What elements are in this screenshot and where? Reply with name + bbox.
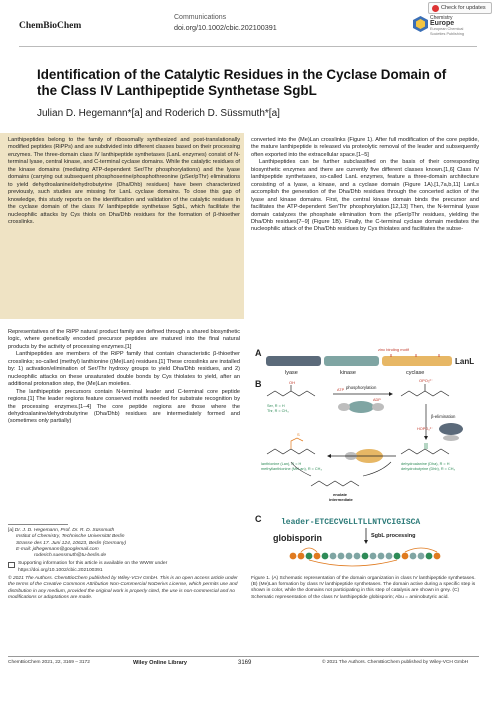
copyright-notice: © 2021 The Authors. ChemBioChem published by Wiley-VCH GmbH. This is an open access article under the terms of the Creative Commons Attribution Non-Commercial NoDerivs License, which permits use and distribution in any medium, provided the original work is properly cited, the use is non-commercial and no modifications or adaptations are made. [8, 576, 238, 600]
footer-copyright: © 2021 The Authors. ChemBioChem published by Wiley-VCH GmbH [322, 660, 469, 665]
dhb-label: dehydrobutyrine (Dhb), R = CH₃ [401, 467, 455, 471]
beta-elimination-label: β-elimination [431, 414, 456, 419]
affiliation-email[interactable]: E-mail: jdhegemann@googlemail.com [16, 546, 99, 552]
abstract-text: Lanthipeptides belong to the family of ribosomally synthesized and post-translationally modified peptides (RiPPs) and are subdivided into different classes based on their processing enzymes. The three-domain class IV lanthipeptide synthetases (LanL enzymes) consist of N-terminal lyase, central kinase, and C-terminal cyclase domains. While the catalytic residues of the kinase domains (mediating ATP-dependent Ser/Thr phosphorylations) and the lyase domains (carrying out subsequent phosphoserine/phosphothreonine (pSer/pThr) eliminations to yield dehydroalanine/dehydrobutyrine (Dha/Dhb) residues) have been characterized previously, such studies are missing for LanL cyclase domains. To close this gap of knowledge, this study reports on the identification and validation of the catalytic residues in the cyclase domain of the class IV lanthipeptide synthetase SgbL, which facilitate the nucleophilic attacks by Cys thiols on Dha/Dhb residues for the formation of β-thioether crosslinks. [8, 137, 240, 225]
supporting-info [8, 561, 240, 574]
affiliation-email[interactable]: roderich.suessmuth@tu-berlin.de [34, 553, 107, 559]
page-number: 3169 [238, 660, 252, 666]
svg-text:S: S [297, 432, 300, 437]
zinc-motif-label: zinc binding motif [378, 347, 409, 352]
right-column-text [251, 137, 479, 234]
pser-structure [401, 391, 449, 396]
kinase-enzyme-shape [348, 401, 374, 413]
author-list: Julian D. Hegemann*[a] and Roderich D. Süssmuth*[a] [37, 108, 280, 119]
atp-label: ATP [337, 388, 345, 392]
doi-link[interactable]: doi.org/10.1002/cbic.202100391 [174, 23, 277, 32]
panel-b-label: B [255, 379, 262, 389]
ser-thr-structure [267, 391, 315, 396]
publisher-line1: Chemistry [430, 15, 453, 21]
kinase-label: kinase [340, 370, 356, 376]
body-paragraph: Representatives of the RiPP natural product family are defined through a shared biosynthetic logic, where genetically encoded precursor peptides are matured into the final natural products by the activity of processing enzymes.[1] [8, 329, 240, 350]
cyclase-domain [382, 356, 452, 366]
sgbl-processing-label: SgbL processing [371, 533, 416, 539]
chemistry-europe-logo [413, 16, 428, 32]
enolate-intermediate-label: intermediate [329, 497, 353, 502]
affiliation-names: Dr. J. D. Hegemann, Prof. Dr. R. D. Süssmuth [14, 528, 115, 533]
globisporin-structure [290, 548, 441, 566]
affiliation-address: Strasse des 17. Juni 124, 10623, Berlin (Germany) [16, 540, 127, 546]
panel-a-label: A [255, 348, 262, 358]
supporting-info-text[interactable]: Supporting information for this article is available on the WWW under https://doi.org/10.1002/cbic.202100391 [18, 561, 168, 573]
article-type: Communications [174, 14, 227, 21]
figure-1 [251, 344, 479, 574]
phosphorylation-label: phosphorylation [346, 385, 377, 390]
left-column-text [8, 329, 240, 426]
body-paragraph: Lanthipeptides are members of the RiPP family that contain characteristic β-thioether crosslinks; so-called (methyl) lanthionine ((Me)Lan) residues.[1] These crosslinks are installed by: 1) activation/elimination of Ser/Thr hydroxy groups to yield Dha/Dhb residues, and 2) nucleophilic attacks on these unsaturated double bonds by Cys thiolates to yield, after an additional protonation step, the (Me)Lan moieties. [8, 351, 240, 388]
dha-label: dehydroalanine (Dha), R = H [401, 462, 450, 466]
footnote [8, 528, 240, 601]
figure-caption: Figure 1. (A) Schematic representation of the domain organization in class IV lanthipeptide synthetases. (B) (Me)Lan formation by class IV lanthipeptide synthetases. The domain active during a specific step is shown in color, while the domains not participating in this step of catalysis are shown in grey. (C) Schematic representation of the class IV lanthipeptide globisporin; Abu = aminobutyric acid. [251, 576, 476, 600]
body-paragraph: The lanthipeptide precursors contain N-terminal leader and C-terminal core peptide regions.[1] The leader regions feature conserved motifs needed for substrate recognition by the processing enzymes.[1–4] The core peptide regions are those where the dehydroalanine/dehydrobutyrine (Dha/Dhb) residues are intermediately formed and (sometimes only partially) [8, 388, 240, 425]
lyase-label: lyase [285, 370, 298, 376]
leader-sequence: leader-ETCECVGLLTLLNTVCIGISCA [281, 518, 421, 527]
footnote-divider [8, 524, 68, 525]
kinase-domain [324, 356, 379, 366]
lyase-enzyme-shape [439, 423, 463, 435]
footer-divider [8, 656, 479, 657]
journal-name: ChemBioChem [19, 21, 82, 31]
panel-c-label: C [255, 514, 262, 524]
lan-structure [267, 449, 315, 454]
publisher-line2: Europe [430, 20, 455, 27]
footer-citation: ChemBioChem 2021, 22, 3169 – 3172 [8, 660, 90, 665]
check-updates-label: Check for updates [441, 5, 486, 11]
footer-wiley-online-library[interactable]: Wiley Online Library [133, 660, 188, 666]
publisher-block [430, 15, 492, 36]
hopo3-label: HOPO₃²⁻ [417, 427, 433, 431]
body-paragraph: converted into the (Me)Lan crosslinks (Figure 1). After full modification of the core peptide, the mature lanthipeptide is released via proteolytic removal of the leader and subsequently often exported into the extracellular space.[1–5] [251, 137, 479, 158]
enolate-label: enolate [333, 492, 348, 497]
adp-label: ADP [373, 398, 381, 402]
body-paragraph: Lanthipeptides can be further subclassified on the basis of their corresponding biosynthetic enzymes and there are currently five different classes known.[1,6] Class IV lanthipeptide synthetases, so-called LanL enzymes, feature a three-domain architecture consisting of a lyase, a kinase, and a cyclase domain (Figure 1A).[1,7a,b,11] LanLs accomplish the generation of the Dha/Dhb residues through the concerted action of the lyase and kinase domains. First, the central kinase domain binds the precursor and facilitates the ATP-dependent Ser/Thr phosphorylation.[12,13] Then, the N-terminal lyase domain catalyzes the phosphate elimination from the pSer/pThr residues, yielding the Dha/Dhb residues[7–9] (Figure 1B). Finally, the C-terminal cyclase domain mediates the nucleophilic attack of the Dha/Dhb residues by Cys thiolates and facilitates the subse- [251, 159, 479, 233]
dha-dhb-structure [401, 449, 449, 454]
ser-label: Ser, R = H [267, 404, 285, 408]
svg-text:OPO₃²⁻: OPO₃²⁻ [419, 378, 433, 383]
lyase-domain [266, 356, 321, 366]
document-icon [8, 562, 15, 568]
check-updates-button[interactable] [428, 2, 492, 14]
publisher-line4: Societies Publishing [430, 31, 464, 36]
affiliation-institution: Institut of Chemistry, Technische Universität Berlin [16, 534, 125, 540]
header-divider [19, 46, 477, 47]
cyclase-label: cyclase [406, 370, 425, 376]
abstract [8, 137, 240, 226]
check-updates-icon [432, 5, 439, 12]
thr-label: Thr, R = CH₃ [267, 409, 289, 413]
melan-label: methyllanthionine (MeLan), R = CH₃ [261, 467, 322, 471]
globisporin-label: globisporin [273, 533, 322, 543]
affiliation-label: [a] [8, 528, 14, 533]
publisher-line3: European Chemical [430, 27, 464, 31]
article-title: Identification of the Catalytic Residues in the Cyclase Domain of the Class IV Lanthipeptide Synthetase SgbL [37, 67, 447, 98]
lan-label: lanthionine (Lan), R = H [261, 462, 302, 466]
svg-text:OH: OH [289, 380, 295, 385]
lanl-label: LanL [455, 357, 475, 366]
enolate-structure [311, 481, 359, 486]
